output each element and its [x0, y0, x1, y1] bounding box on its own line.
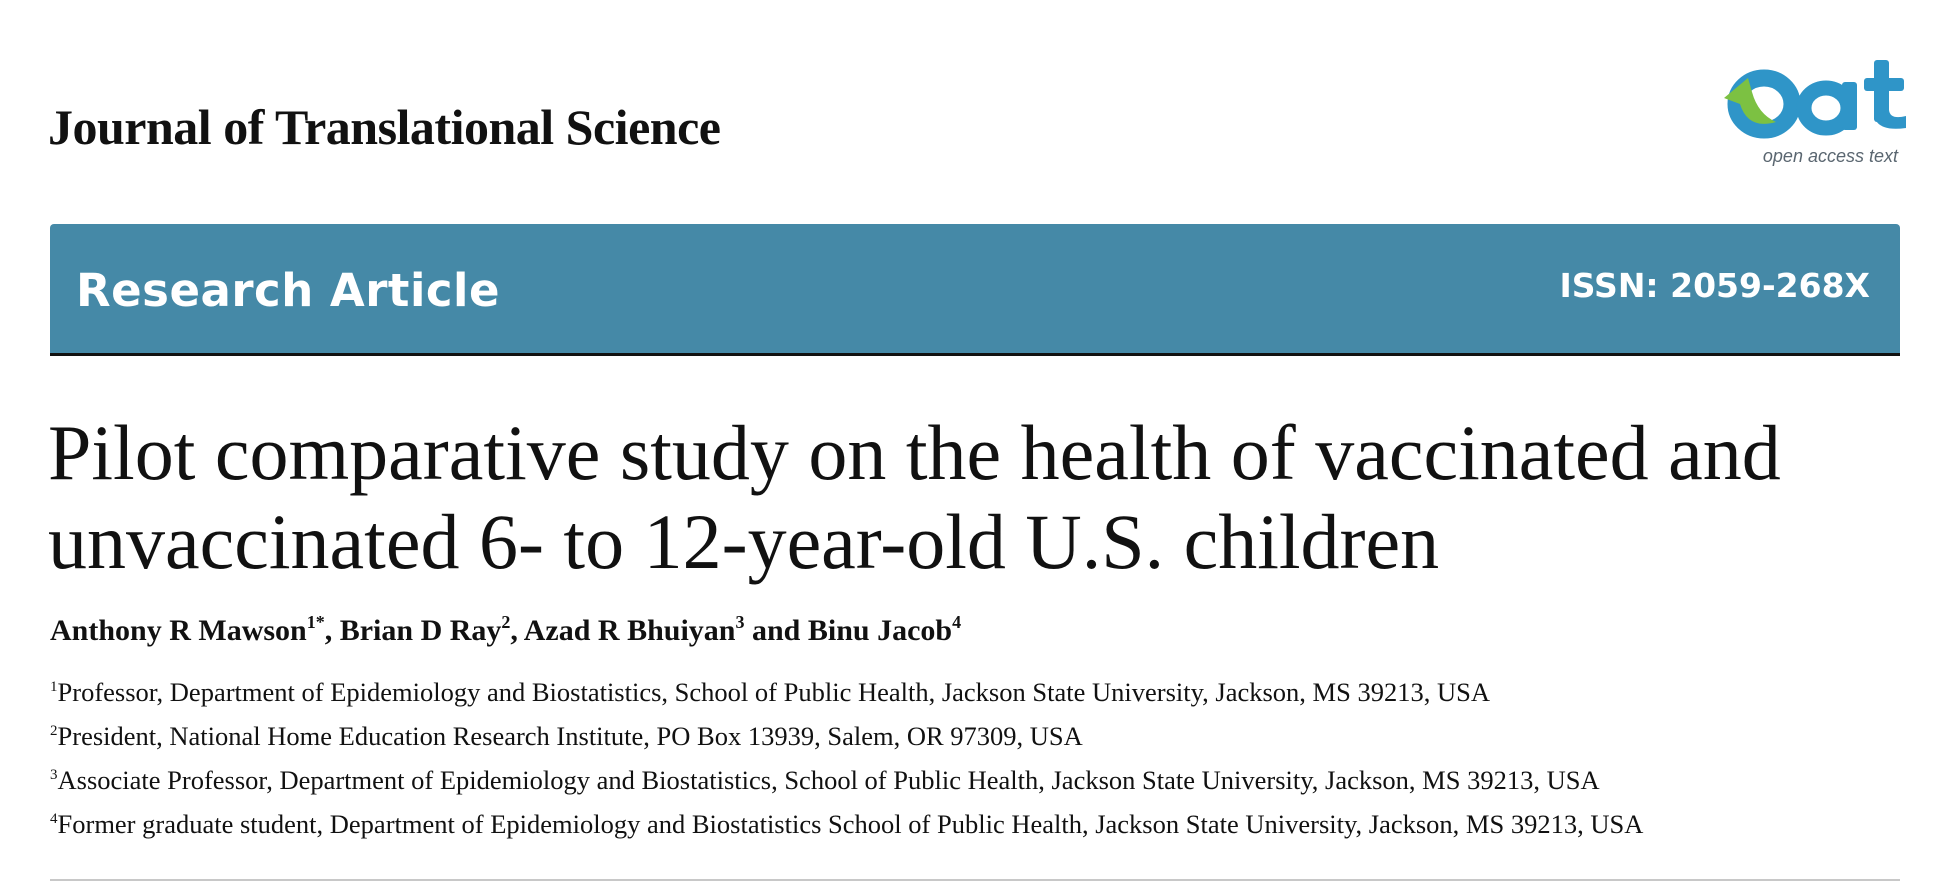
- affiliation-marker: 4: [50, 811, 58, 827]
- author-name[interactable]: Anthony R Mawson: [50, 614, 307, 647]
- affiliation-marker: 3: [50, 767, 58, 783]
- author-name[interactable]: Binu Jacob: [807, 614, 953, 647]
- author-separator: ,: [510, 614, 524, 647]
- oat-logo-graphic: [1718, 52, 1918, 174]
- affiliation-item: [50, 670, 1900, 714]
- author-list: [50, 614, 961, 648]
- author-affiliation-marker: 4: [952, 612, 962, 632]
- affiliation-text: Professor, Department of Epidemiology and Biostatistics, School of Public Health, Jackson State University, Jackson, MS 39213, USA: [57, 677, 1490, 707]
- affiliation-text: President, National Home Education Research Institute, PO Box 13939, Salem, OR 97309, USA: [57, 721, 1083, 751]
- article-banner: [50, 224, 1900, 356]
- affiliation-item: [50, 802, 1900, 846]
- affiliation-text: Former graduate student, Department of Epidemiology and Biostatistics School of Public Health, Jackson State University, Jackson, MS 39213, USA: [57, 809, 1644, 839]
- author-separator: ,: [324, 614, 340, 647]
- section-divider: [50, 879, 1900, 881]
- author-affiliation-marker: 1*: [306, 612, 325, 632]
- article-type-label: Research Article: [76, 264, 500, 317]
- author-name[interactable]: Azad R Bhuiyan: [523, 614, 736, 647]
- article-title: Pilot comparative study on the health of vaccinated and unvaccinated 6- to 12-year-old U.S. children: [48, 409, 1781, 585]
- affiliation-item: [50, 714, 1900, 758]
- logo-a-bowl: [1804, 88, 1848, 128]
- author-affiliation-marker: 3: [735, 612, 745, 632]
- author-affiliation-marker: 2: [501, 612, 511, 632]
- issn-label: ISSN: 2059-268X: [1559, 266, 1870, 305]
- author-separator: and: [744, 614, 808, 647]
- affiliation-text: Associate Professor, Department of Epidemiology and Biostatistics, School of Public Health, Jackson State University, Jackson, MS 39213, USA: [57, 765, 1600, 795]
- affiliation-marker: 2: [50, 723, 58, 739]
- affiliation-marker: 1: [50, 679, 58, 695]
- journal-title: Journal of Translational Science: [48, 99, 721, 155]
- affiliation-list: [50, 670, 1900, 846]
- author-name[interactable]: Brian D Ray: [339, 614, 502, 647]
- logo-tagline: open access text: [1762, 146, 1898, 166]
- logo-t-bar: [1864, 78, 1904, 91]
- oat-logo[interactable]: [1718, 52, 1918, 174]
- affiliation-item: [50, 758, 1900, 802]
- logo-a-stem: [1842, 82, 1857, 130]
